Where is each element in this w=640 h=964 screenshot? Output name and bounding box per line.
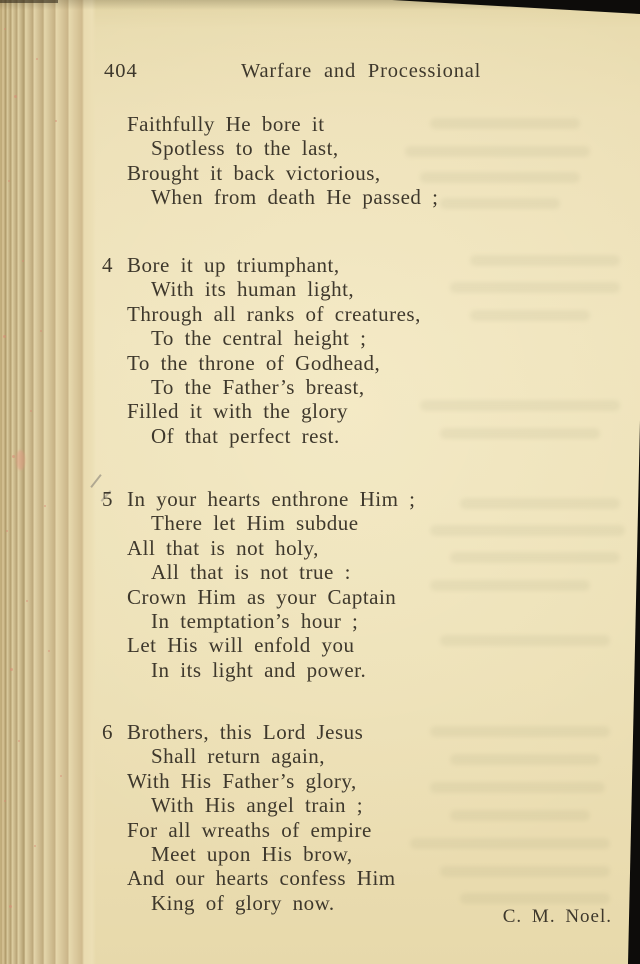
- show-through-streak: [460, 893, 610, 904]
- hymn-line: In its light and power.: [151, 657, 367, 682]
- hymn-line: Let His will enfold you: [127, 633, 355, 658]
- hymn-line: To the Father’s breast,: [151, 375, 365, 400]
- show-through-streak: [430, 726, 610, 737]
- red-speckle: [34, 845, 36, 847]
- stanza-number: 6: [102, 720, 113, 744]
- red-speckle: [9, 905, 12, 908]
- red-speckle: [4, 800, 6, 802]
- show-through-streak: [450, 552, 620, 563]
- show-through-streak: [470, 310, 590, 321]
- hymn-line: To the central height ;: [151, 326, 367, 351]
- red-speckle: [55, 120, 57, 122]
- hymn-line: Brought it back victorious,: [127, 160, 381, 185]
- hymn-line: Shall return again,: [151, 744, 326, 769]
- show-through-streak: [460, 498, 620, 509]
- show-through-streak: [420, 172, 580, 183]
- red-speckle: [26, 600, 28, 602]
- book-page-edge-stack: [0, 0, 96, 964]
- hymn-line: Meet upon His brow,: [151, 842, 353, 867]
- hymn-line: And our hearts confess Him: [127, 866, 396, 891]
- show-through-streak: [450, 754, 600, 765]
- red-speckle: [18, 740, 20, 742]
- hymn-line: Through all ranks of creatures,: [127, 301, 421, 326]
- show-through-streak: [440, 635, 610, 646]
- hymn-line: With His Father’s glory,: [127, 768, 357, 793]
- red-speckle: [22, 260, 24, 262]
- red-speckle: [3, 335, 6, 338]
- stanza-number: 5: [102, 487, 113, 511]
- show-through-streak: [420, 400, 620, 411]
- red-speckle: [14, 95, 17, 98]
- hymn-line: For all wreaths of empire: [127, 817, 372, 842]
- red-speckle: [60, 775, 62, 777]
- hymn-line: All that is not true :: [151, 560, 351, 585]
- hymn-line: All that is not holy,: [127, 535, 319, 560]
- stanza-5: [102, 487, 416, 682]
- show-through-streak: [430, 782, 605, 793]
- show-through-streak: [430, 580, 590, 591]
- show-through-streak: [440, 428, 600, 439]
- author-attribution: C. M. Noel.: [502, 906, 612, 927]
- red-speckle: [48, 650, 50, 652]
- show-through-streak: [440, 198, 560, 209]
- hymn-line: Bore it up triumphant,: [127, 253, 340, 277]
- running-head-title: Warfare and Processional: [241, 60, 482, 82]
- hymn-line: When from death He passed ;: [151, 185, 439, 210]
- red-speckle: [12, 455, 15, 458]
- page-number: 404: [104, 60, 138, 82]
- photo-background-right-edge: [628, 420, 640, 964]
- red-speckle: [8, 180, 10, 182]
- hymn-line: There let Him subdue: [151, 511, 359, 536]
- red-speckle: [10, 668, 13, 671]
- hymn-line: Brothers, this Lord Jesus: [127, 720, 364, 744]
- hymn-line: In temptation’s hour ;: [151, 609, 359, 634]
- red-speckle: [6, 530, 8, 532]
- hymn-line: Crown Him as your Captain: [127, 584, 397, 609]
- stanza-continued: [127, 112, 439, 210]
- hymn-line: Of that perfect rest.: [151, 423, 340, 448]
- hymn-line: Spotless to the last,: [151, 136, 339, 161]
- show-through-streak: [410, 838, 610, 849]
- show-through-streak: [440, 866, 610, 877]
- show-through-streak: [450, 282, 620, 293]
- hymn-line: Faithfully He bore it: [127, 112, 325, 136]
- stanza-6: [102, 720, 396, 915]
- stanza-4: [102, 253, 421, 448]
- hymn-line: With His angel train ;: [151, 793, 364, 818]
- pink-ink-blotch: [16, 450, 25, 470]
- running-head: [0, 60, 640, 90]
- red-speckle: [44, 505, 46, 507]
- show-through-streak: [430, 525, 625, 536]
- stanza-number: 4: [102, 253, 113, 277]
- red-speckle: [4, 28, 6, 30]
- show-through-streak: [450, 810, 590, 821]
- hymn-line: In your hearts enthrone Him ;: [127, 487, 416, 511]
- show-through-streak: [430, 118, 580, 129]
- hymn-line: Filled it with the glory: [127, 399, 348, 424]
- red-speckle: [40, 330, 42, 332]
- hymn-line: King of glory now.: [151, 890, 335, 915]
- hymn-line: With its human light,: [151, 277, 355, 302]
- show-through-streak: [470, 255, 620, 266]
- red-speckle: [30, 410, 32, 412]
- hymn-line: To the throne of Godhead,: [127, 350, 381, 375]
